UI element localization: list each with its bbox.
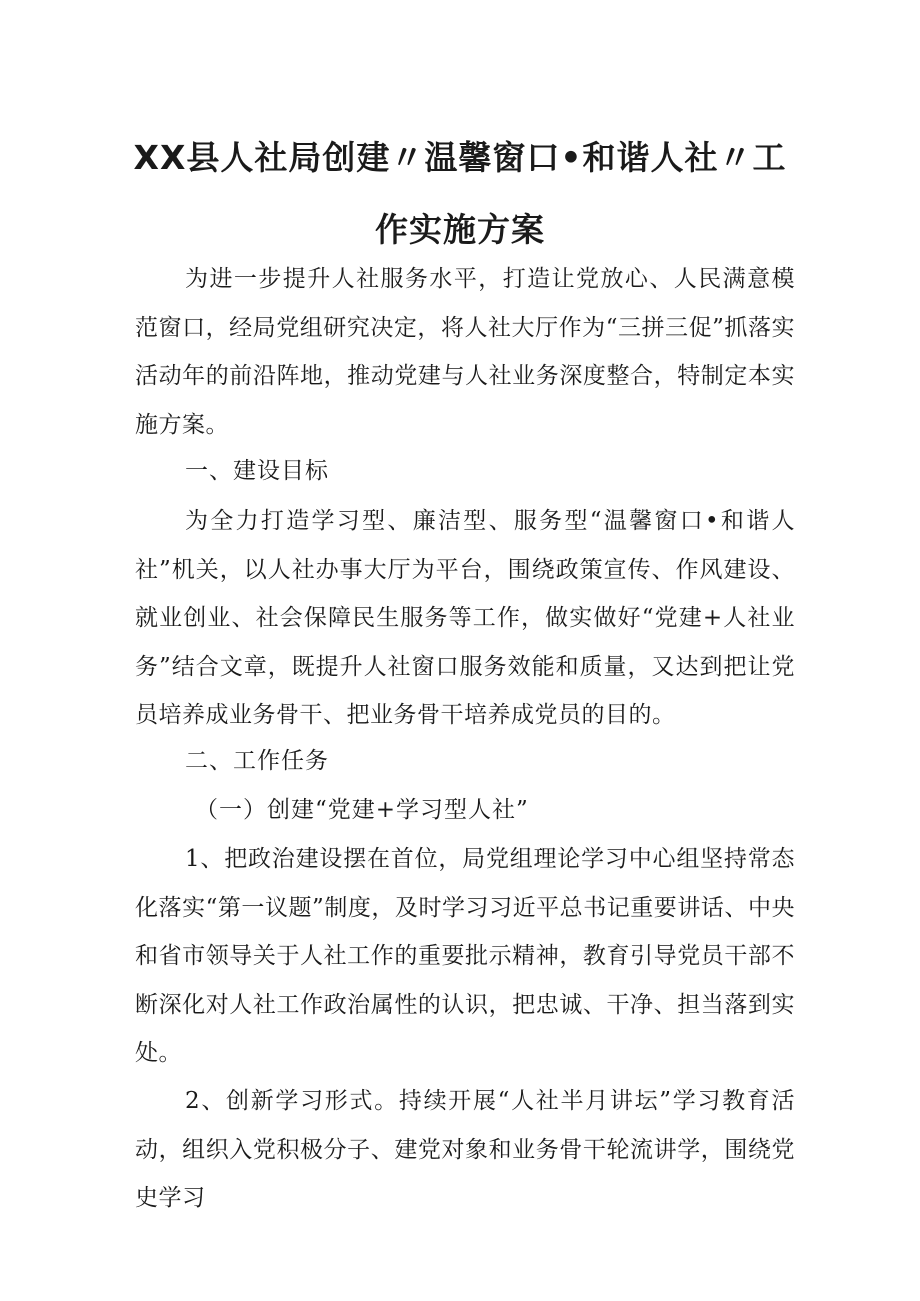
section-heading-goals: 一、建设目标 [185, 458, 329, 484]
goals-paragraph: 为全力打造学习型、廉洁型、服务型“温馨窗口•和谐人社”机关，以人社办事大厅为平台，围绕政策宣传、作风建设、就业创业、社会保障民生服务等工作，做实做好“党建+人社业务”结合文章，既提升人社窗口服务效能和质量，又达到把让党员培养成业务骨干、把业务骨干培养成党员的目的。 [135, 508, 795, 728]
intro-paragraph: 为进一步提升人社服务水平，打造让党放心、人民满意模范窗口，经局党组研究决定，将人社大厅作为“三拼三促”抓落实活动年的前沿阵地，推动党建与人社业务深度整合，特制定本实施方案。 [135, 266, 795, 438]
subsection-heading-learning: （一）创建“党建+学习型人社” [195, 797, 529, 823]
task-item-1: 1、把政治建设摆在首位，局党组理论学习中心组坚持常态化落实“第一议题”制度，及时学习习近平总书记重要讲话、中央和省市领导关于人社工作的重要批示精神，教育引导党员干部不断深化对人社工作政治属性的认识，把忠诚、干净、担当落到实处。 [135, 846, 795, 1066]
task-item-2: 2、创新学习形式。持续开展“人社半月讲坛”学习教育活动，组织入党积极分子、建党对象和业务骨干轮流讲学，围绕党史学习 [135, 1088, 795, 1211]
section-heading-tasks: 二、工作任务 [185, 748, 329, 774]
document-title-line-1: XX县人社局创建〃温馨窗口•和谐人社〃工 [133, 138, 787, 177]
document-title-line-2: 作实施方案 [375, 210, 545, 249]
